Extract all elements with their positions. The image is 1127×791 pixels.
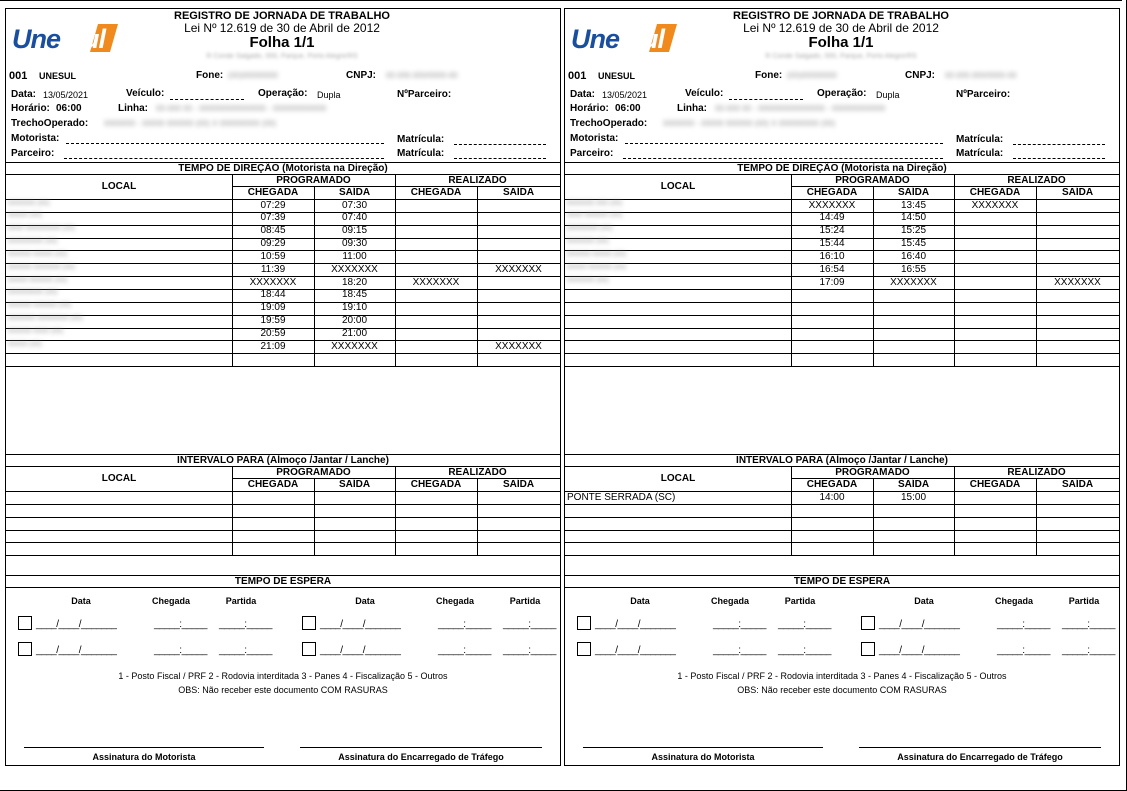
row-ps: 15:25 — [900, 225, 927, 237]
espera-chegada-field[interactable]: _____:_____ — [997, 619, 1050, 630]
col-saida-intervalo: SAÍDA — [897, 479, 930, 490]
trecho-value: 0000000 - 00000 000000 (00) X 000000000 (00) — [663, 119, 836, 128]
espera-partida-field[interactable]: _____:_____ — [1062, 619, 1115, 630]
grid-line — [395, 467, 396, 555]
grid-line — [232, 186, 560, 187]
row-local: 0000 000000 (00) — [567, 212, 623, 220]
espera-date-field[interactable]: ____/____/_______ — [320, 645, 401, 656]
company-code: 001 — [568, 70, 587, 82]
section-intervalo: INTERVALO PARA (Almoço /Jantar / Lanche) — [6, 454, 560, 467]
col-saida-intervalo: SAÍDA — [338, 479, 371, 490]
espera-chegada-field[interactable]: _____:_____ — [713, 645, 766, 656]
grid-line — [314, 478, 315, 555]
fone-label: Fone: — [755, 70, 783, 81]
matricula-label: Matrícula: — [397, 134, 445, 145]
data-value: 13/05/2021 — [602, 90, 648, 100]
espera-partida-field[interactable]: _____:_____ — [219, 645, 272, 656]
row-pc: 07:29 — [260, 199, 286, 211]
nparceiro-label: NºParceiro: — [397, 89, 452, 100]
row-pc: 14:00 — [819, 491, 845, 503]
espera-date-field[interactable]: ____/____/_______ — [595, 645, 676, 656]
espera-legend: 1 - Posto Fiscal / PRF 2 - Rodovia interditada 3 - Panes 4 - Fiscalização 5 - Outros — [118, 671, 448, 681]
espera-partida-field[interactable]: _____:_____ — [778, 645, 831, 656]
espera-date-field[interactable]: ____/____/_______ — [36, 645, 117, 656]
motorista-label: Motorista: — [570, 133, 619, 144]
grid-line — [477, 478, 478, 555]
sheet-number: Folha 1/1 — [808, 34, 874, 51]
horario-label: Horário: — [570, 103, 609, 114]
col-chegada-direcao: CHEGADA — [969, 187, 1021, 198]
trecho-label: TrechoOperado: — [570, 118, 648, 129]
row-local: 00000000 (00) — [567, 225, 613, 233]
col-chegada-intervalo: CHEGADA — [969, 479, 1021, 490]
row-ps: 21:00 — [341, 328, 368, 339]
signature-line-encarregado — [859, 747, 1101, 748]
row-ps: 14:50 — [900, 212, 927, 224]
row-rs: XXXXXXX — [1054, 276, 1101, 288]
row-local: 0000 000000000 (00) — [8, 225, 75, 233]
row-local: 0000000 000 (00) — [567, 199, 623, 207]
motorista-field[interactable] — [66, 143, 384, 144]
grid-line — [565, 366, 1119, 367]
row-pc: 16:54 — [819, 263, 845, 275]
row-ps: 19:10 — [341, 302, 368, 314]
grid-line — [6, 555, 560, 556]
row-local: 000000 0000 (00) — [8, 328, 64, 335]
row-ps: 16:40 — [900, 250, 927, 262]
svg-text:Une: Une — [571, 24, 620, 54]
sheet-right — [564, 8, 1120, 766]
nparceiro-label: NºParceiro: — [956, 89, 1011, 100]
grid-line — [395, 175, 396, 366]
col-saida-direcao: SAÍDA — [338, 187, 371, 198]
motorista-label: Motorista: — [11, 133, 60, 144]
grid-line — [791, 478, 1119, 479]
document-header — [701, 10, 981, 62]
espera-legend: 1 - Posto Fiscal / PRF 2 - Rodovia interditada 3 - Panes 4 - Fiscalização 5 - Outros — [677, 671, 1007, 681]
espera-chegada-field[interactable]: _____:_____ — [997, 645, 1050, 656]
espera-partida-label: Partida — [509, 596, 541, 606]
row-local: 0000000 (00) — [567, 238, 609, 246]
col-programado-direcao: PROGRAMADO — [835, 175, 910, 186]
row-local: 0000000 00000000 (00) — [8, 315, 83, 323]
veiculo-label: Veículo: — [685, 88, 724, 99]
espera-data-label: Data — [630, 596, 650, 606]
espera-date-field[interactable]: ____/____/_______ — [879, 645, 960, 656]
row-local: 00000 000000 (00) — [8, 276, 68, 284]
grid-line — [791, 186, 1119, 187]
obs-note: OBS: Não receber este documento COM RASURAS — [178, 685, 388, 695]
espera-data-label: Data — [355, 596, 375, 606]
operacao-value: Dupla — [876, 90, 900, 100]
cnpj-value: 00.000.000/0000-00 — [386, 71, 458, 80]
row-rs: XXXXXXX — [495, 340, 542, 352]
linha-label: Linha: — [118, 103, 148, 114]
company-code: 001 — [9, 70, 28, 82]
svg-text:Une: Une — [12, 24, 61, 54]
row-rc: XXXXXXX — [971, 199, 1019, 211]
espera-data-label: Data — [71, 596, 91, 606]
espera-chegada-label: Chegada — [710, 596, 749, 606]
row-pc: 11:39 — [260, 263, 286, 275]
row-pc: 16:10 — [819, 250, 845, 262]
matricula2-field[interactable] — [454, 158, 546, 159]
espera-checkbox[interactable] — [577, 642, 591, 656]
row-local: 000000 000000 (00) — [8, 302, 72, 310]
col-local-direcao: LOCAL — [660, 181, 696, 192]
col-realizado-direcao: REALIZADO — [1007, 175, 1066, 186]
document-title: REGISTRO DE JORNADA DE TRABALHO — [174, 10, 390, 22]
signature-line-motorista — [583, 747, 823, 748]
horario-label: Horário: — [11, 103, 50, 114]
trecho-label: TrechoOperado: — [11, 118, 89, 129]
section-direcao: TEMPO DE DIREÇÃO (Motorista na Direção) — [6, 162, 560, 175]
espera-partida-field[interactable]: _____:_____ — [503, 645, 556, 656]
grid-line — [6, 366, 560, 367]
grid-line — [873, 478, 874, 555]
matricula-field[interactable] — [1013, 144, 1105, 145]
row-local: 000000 0000000 (00) — [8, 263, 75, 271]
signature-label-motorista: Assinatura do Motorista — [92, 752, 196, 762]
espera-partida-label: Partida — [1068, 596, 1100, 606]
row-ps: XXXXXXX — [331, 263, 378, 275]
row-local: PONTE SERRADA (SC) — [567, 491, 676, 503]
col-saida-direcao: SAÍDA — [897, 187, 930, 198]
law-reference: Lei Nº 12.619 de 30 de Abril de 2012 — [743, 21, 939, 35]
row-ps: 09:15 — [341, 225, 368, 237]
espera-date-field[interactable]: ____/____/_______ — [36, 619, 117, 630]
row-rc: XXXXXXX — [412, 276, 460, 288]
company-name: UNESUL — [39, 71, 77, 81]
row-ps: 07:30 — [341, 199, 368, 211]
cnpj-value: 00.000.000/0000-00 — [945, 71, 1017, 80]
grid-line — [232, 478, 560, 479]
col-programado-direcao: PROGRAMADO — [276, 175, 351, 186]
row-pc: 21:09 — [260, 340, 286, 352]
row-ps: 18:20 — [341, 276, 368, 288]
espera-chegada-label: Chegada — [151, 596, 190, 606]
col-realizado-intervalo: REALIZADO — [1007, 467, 1066, 478]
parceiro-field[interactable] — [623, 158, 943, 159]
row-ps: 13:45 — [900, 199, 927, 211]
signature-label-motorista: Assinatura do Motorista — [651, 752, 755, 762]
row-ps: 20:00 — [341, 315, 368, 327]
col-chegada-intervalo: CHEGADA — [806, 479, 858, 490]
veiculo-label: Veículo: — [126, 88, 165, 99]
col-saida-intervalo: SAÍDA — [502, 479, 535, 490]
col-local-direcao: LOCAL — [101, 181, 137, 192]
linha-value: 00-000 00 - 000000000000000 - 000000000000 — [715, 104, 886, 113]
row-pc: 15:44 — [819, 238, 845, 250]
document-header — [142, 10, 422, 62]
fone-value: (00)00000000 — [228, 71, 278, 80]
row-pc: 07:39 — [260, 212, 286, 224]
row-pc: XXXXXXX — [808, 199, 856, 211]
espera-chegada-field[interactable]: _____:_____ — [438, 619, 491, 630]
section-espera: TEMPO DE ESPERA — [6, 575, 560, 588]
row-ps: 18:45 — [341, 289, 368, 301]
row-local: 000000000 (00) — [8, 289, 58, 297]
row-local: 00000 (00) — [8, 212, 42, 220]
espera-chegada-field[interactable]: _____:_____ — [154, 645, 207, 656]
row-ps: 09:30 — [341, 238, 368, 250]
col-programado-intervalo: PROGRAMADO — [276, 467, 351, 478]
espera-date-field[interactable]: ____/____/_______ — [595, 619, 676, 630]
matricula2-field[interactable] — [1013, 158, 1105, 159]
espera-checkbox[interactable] — [861, 642, 875, 656]
espera-date-field[interactable]: ____/____/_______ — [879, 619, 960, 630]
row-pc: 18:44 — [260, 289, 286, 301]
trecho-value: 0000000 - 00000 000000 (00) X 000000000 (00) — [104, 119, 277, 128]
col-realizado-intervalo: REALIZADO — [448, 467, 507, 478]
row-pc: 19:59 — [260, 315, 286, 327]
horario-value: 06:00 — [56, 103, 82, 114]
data-label: Data: — [570, 89, 596, 100]
matricula2-label: Matrícula: — [397, 148, 445, 159]
espera-partida-label: Partida — [225, 596, 257, 606]
company-address: R Conde Salgado, 000, Parque, Porto Alegre/RS — [765, 53, 917, 60]
row-pc: 15:24 — [819, 225, 845, 237]
espera-date-field[interactable]: ____/____/_______ — [320, 619, 401, 630]
section-direcao: TEMPO DE DIREÇÃO (Motorista na Direção) — [565, 162, 1119, 175]
row-pc: 14:49 — [819, 212, 845, 224]
espera-checkbox[interactable] — [302, 616, 316, 630]
motorista-field[interactable] — [625, 143, 943, 144]
grid-line — [954, 467, 955, 555]
company-name: UNESUL — [598, 71, 636, 81]
espera-partida-field[interactable]: _____:_____ — [503, 619, 556, 630]
espera-chegada-label: Chegada — [994, 596, 1033, 606]
sheet-number: Folha 1/1 — [249, 34, 315, 51]
data-label: Data: — [11, 89, 37, 100]
col-chegada-intervalo: CHEGADA — [247, 479, 299, 490]
parceiro-label: Parceiro: — [11, 148, 55, 159]
svg-text:Sul: Sul — [625, 24, 665, 54]
col-programado-intervalo: PROGRAMADO — [835, 467, 910, 478]
grid-line — [477, 186, 478, 366]
veiculo-field[interactable] — [170, 99, 244, 100]
sheet-left — [5, 8, 561, 766]
grid-line — [565, 555, 1119, 556]
unesul-logo — [10, 22, 120, 54]
row-rs: XXXXXXX — [495, 263, 542, 275]
row-local: 000000000 (00) — [8, 238, 58, 246]
col-chegada-direcao: CHEGADA — [410, 187, 462, 198]
col-saida-intervalo: SAÍDA — [1061, 479, 1094, 490]
operacao-value: Dupla — [317, 90, 341, 100]
col-local-intervalo: LOCAL — [101, 473, 137, 484]
cnpj-label: CNPJ: — [346, 70, 377, 81]
row-local: 00000 000000 (00) — [567, 263, 627, 271]
document-title: REGISTRO DE JORNADA DE TRABALHO — [733, 10, 949, 22]
row-local: 000000 00000 (00) — [567, 250, 627, 258]
espera-checkbox[interactable] — [18, 616, 32, 630]
espera-checkbox[interactable] — [302, 642, 316, 656]
row-ps: 11:00 — [342, 250, 367, 262]
row-pc: 09:29 — [260, 238, 286, 250]
operacao-label: Operação: — [258, 88, 308, 99]
signature-label-encarregado: Assinatura do Encarregado de Tráfego — [338, 752, 504, 762]
grid-line — [1036, 478, 1037, 555]
espera-partida-field[interactable]: _____:_____ — [219, 619, 272, 630]
col-chegada-direcao: CHEGADA — [247, 187, 299, 198]
row-ps: 15:45 — [900, 238, 927, 250]
row-pc: 10:59 — [260, 250, 286, 262]
espera-checkbox[interactable] — [577, 616, 591, 630]
company-address: R Conde Salgado, 000, Parque, Porto Alegre/RS — [206, 53, 358, 60]
espera-checkbox[interactable] — [861, 616, 875, 630]
espera-partida-label: Partida — [784, 596, 816, 606]
col-chegada-intervalo: CHEGADA — [410, 479, 462, 490]
section-espera: TEMPO DE ESPERA — [565, 575, 1119, 588]
unesul-logo — [569, 22, 679, 54]
row-pc: 17:09 — [819, 276, 845, 288]
row-local: 0000000 (00) — [567, 276, 609, 284]
row-pc: 20:59 — [260, 328, 286, 339]
espera-chegada-field[interactable]: _____:_____ — [438, 645, 491, 656]
svg-text:Sul: Sul — [66, 24, 106, 54]
parceiro-label: Parceiro: — [570, 148, 614, 159]
espera-chegada-field[interactable]: _____:_____ — [154, 619, 207, 630]
col-local-intervalo: LOCAL — [660, 473, 696, 484]
parceiro-field[interactable] — [64, 158, 384, 159]
espera-checkbox[interactable] — [18, 642, 32, 656]
section-intervalo: INTERVALO PARA (Almoço /Jantar / Lanche) — [565, 454, 1119, 467]
signature-label-encarregado: Assinatura do Encarregado de Tráfego — [897, 752, 1063, 762]
row-local: 000000 00000 (00) — [8, 250, 68, 258]
row-pc: 08:45 — [260, 225, 286, 237]
col-chegada-direcao: CHEGADA — [806, 187, 858, 198]
col-realizado-direcao: REALIZADO — [448, 175, 507, 186]
obs-note: OBS: Não receber este documento COM RASURAS — [737, 685, 947, 695]
signature-line-motorista — [24, 747, 264, 748]
fone-value: (00)00000000 — [787, 71, 837, 80]
row-ps: 15:00 — [900, 491, 927, 503]
linha-label: Linha: — [677, 103, 707, 114]
operacao-label: Operação: — [817, 88, 867, 99]
matricula-field[interactable] — [454, 144, 546, 145]
row-pc: XXXXXXX — [249, 276, 297, 288]
row-ps: XXXXXXX — [331, 340, 378, 352]
row-ps: 07:40 — [341, 212, 368, 224]
veiculo-field[interactable] — [729, 99, 803, 100]
matricula-label: Matrícula: — [956, 134, 1004, 145]
grid-line — [791, 467, 792, 555]
espera-chegada-label: Chegada — [435, 596, 474, 606]
cnpj-label: CNPJ: — [905, 70, 936, 81]
grid-line — [232, 467, 233, 555]
espera-partida-field[interactable]: _____:_____ — [1062, 645, 1115, 656]
col-saida-direcao: SAÍDA — [1061, 187, 1094, 198]
law-reference: Lei Nº 12.619 de 30 de Abril de 2012 — [184, 21, 380, 35]
row-local: 00000 (00) — [8, 340, 42, 348]
row-ps: XXXXXXX — [890, 276, 937, 288]
col-saida-direcao: SAÍDA — [502, 187, 535, 198]
horario-value: 06:00 — [615, 103, 641, 114]
espera-partida-field[interactable]: _____:_____ — [778, 619, 831, 630]
row-ps: 16:55 — [900, 263, 927, 275]
data-value: 13/05/2021 — [43, 90, 89, 100]
row-pc: 19:09 — [260, 302, 286, 314]
signature-line-encarregado — [300, 747, 542, 748]
espera-chegada-field[interactable]: _____:_____ — [713, 619, 766, 630]
row-local: 0000000 (00) — [8, 199, 50, 207]
linha-value: 00-000 00 - 000000000000000 - 000000000000 — [156, 104, 327, 113]
matricula2-label: Matrícula: — [956, 148, 1004, 159]
fone-label: Fone: — [196, 70, 224, 81]
espera-data-label: Data — [914, 596, 934, 606]
